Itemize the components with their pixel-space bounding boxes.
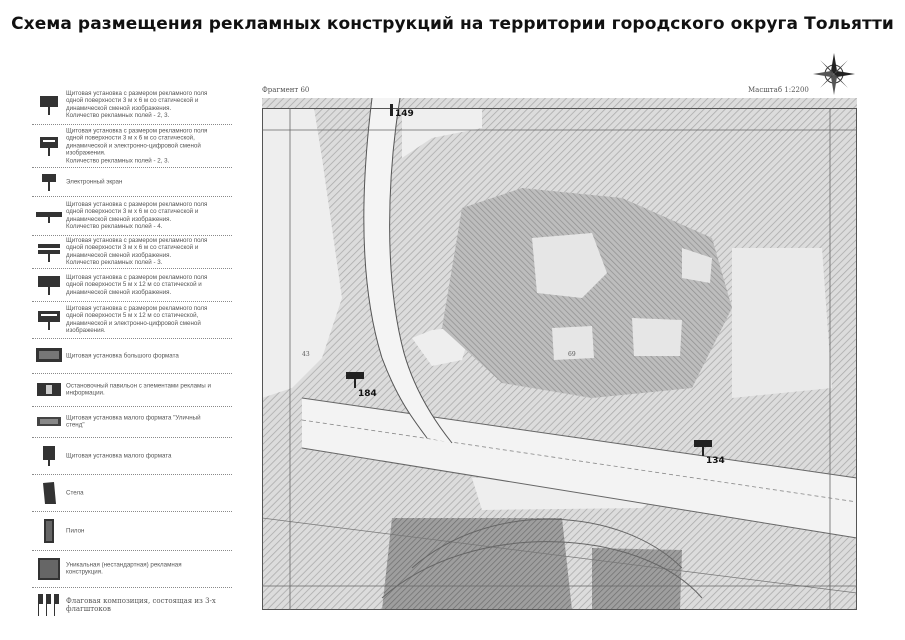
map-canvas[interactable] bbox=[262, 98, 857, 610]
legend-item bbox=[32, 512, 232, 551]
scale-label: Масштаб 1:2200 bbox=[748, 86, 809, 94]
pylon-icon bbox=[34, 519, 64, 543]
billboard-4-fields-icon bbox=[34, 204, 64, 228]
legend-text: Электронный экран bbox=[66, 178, 123, 186]
marker-post bbox=[702, 447, 704, 456]
billboard-3x6-digital-icon bbox=[34, 134, 64, 158]
building-number: 69 bbox=[568, 351, 576, 358]
billboard-3-fields-icon bbox=[34, 240, 64, 264]
legend-text: Щитовая установка малого формата "Уличный стенд" bbox=[66, 414, 201, 429]
small-format-street-stand-icon bbox=[34, 410, 64, 434]
small-format-billboard-icon bbox=[34, 444, 64, 468]
unique-construction-icon bbox=[34, 557, 64, 581]
legend-item bbox=[32, 551, 232, 588]
marker-label: 184 bbox=[358, 389, 377, 399]
marker-label: 149 bbox=[395, 109, 414, 119]
open-area bbox=[732, 248, 832, 398]
billboard-3x6-icon bbox=[34, 93, 64, 117]
legend-item bbox=[32, 168, 232, 197]
legend-item bbox=[32, 269, 232, 302]
marker-board bbox=[346, 372, 364, 379]
dark-block bbox=[592, 548, 682, 610]
legend-item bbox=[32, 197, 232, 236]
bus-stop-pavilion-icon bbox=[34, 378, 64, 402]
courtyard-building bbox=[632, 318, 682, 356]
legend-text: Щитовая установка с размером рекламного поля одной поверхности 3 м х 6 м со статической и динамической сменой изображения. Количество рекламных полей - 4. bbox=[66, 201, 208, 231]
legend-item bbox=[32, 588, 232, 622]
legend-item bbox=[32, 339, 232, 374]
large-billboard-icon bbox=[34, 344, 64, 368]
page-title: Схема размещения рекламных конструкций на территории городского округа Тольятти bbox=[11, 14, 894, 34]
flag-composition-icon bbox=[34, 593, 64, 617]
legend-item bbox=[32, 407, 232, 438]
legend-item bbox=[32, 302, 232, 339]
stela-icon bbox=[34, 481, 64, 505]
legend-text: Щитовая установка большого формата bbox=[66, 352, 179, 360]
legend bbox=[32, 86, 232, 622]
legend-text: Пилон bbox=[66, 527, 85, 535]
legend-text: Щитовая установка с размером рекламного поля одной поверхности 5 м х 12 м со статической и динамической сменой изображения. bbox=[66, 273, 208, 296]
electronic-screen-icon bbox=[34, 170, 64, 194]
billboard-5x12-icon bbox=[34, 273, 64, 297]
legend-text: Уникальная (нестандартная) рекламная конструкция. bbox=[66, 561, 182, 576]
legend-item bbox=[32, 236, 232, 269]
marker-post bbox=[354, 379, 356, 388]
legend-text: Щитовая установка с размером рекламного поля одной поверхности 5 м х 12 м со статической, динамической и электронно-цифровой сменой изображения. bbox=[66, 305, 208, 335]
billboard-5x12-digital-icon bbox=[34, 308, 64, 332]
fragment-label: Фрагмент 60 bbox=[262, 86, 310, 94]
map-area[interactable] bbox=[262, 98, 857, 610]
marker-board bbox=[694, 440, 712, 447]
marker-post bbox=[390, 104, 393, 116]
legend-item bbox=[32, 475, 232, 512]
legend-item bbox=[32, 374, 232, 407]
dark-block bbox=[382, 518, 572, 610]
legend-text: Щитовая установка с размером рекламного поля одной поверхности 3 м х 6 м со статической и динамической сменой изображения. Количество рекламных полей - 2, 3. bbox=[66, 90, 208, 120]
legend-text: Щитовая установка малого формата bbox=[66, 452, 172, 460]
legend-text: Щитовая установка с размером рекламного поля одной поверхности 3 м х 6 м со статической, динамической и электронно-цифровой сменой изображения. Количество рекламных полей - 2, 3. bbox=[66, 127, 208, 165]
legend-text: Стела bbox=[66, 489, 84, 497]
building-number: 43 bbox=[302, 351, 310, 358]
legend-item bbox=[32, 438, 232, 475]
legend-item bbox=[32, 125, 232, 168]
marker-label: 134 bbox=[706, 456, 725, 466]
legend-text: Щитовая установка с размером рекламного поля одной поверхности 3 м х 6 м со статической и динамической сменой изображения. Количество рекламных полей - 3. bbox=[66, 237, 208, 267]
compass-rose-icon bbox=[812, 52, 856, 96]
legend-item bbox=[32, 86, 232, 125]
legend-text: Флаговая композиция, состоящая из 3-х флагштоков bbox=[66, 597, 216, 613]
legend-text: Остановочный павильон с элементами рекламы и информации. bbox=[66, 382, 211, 397]
